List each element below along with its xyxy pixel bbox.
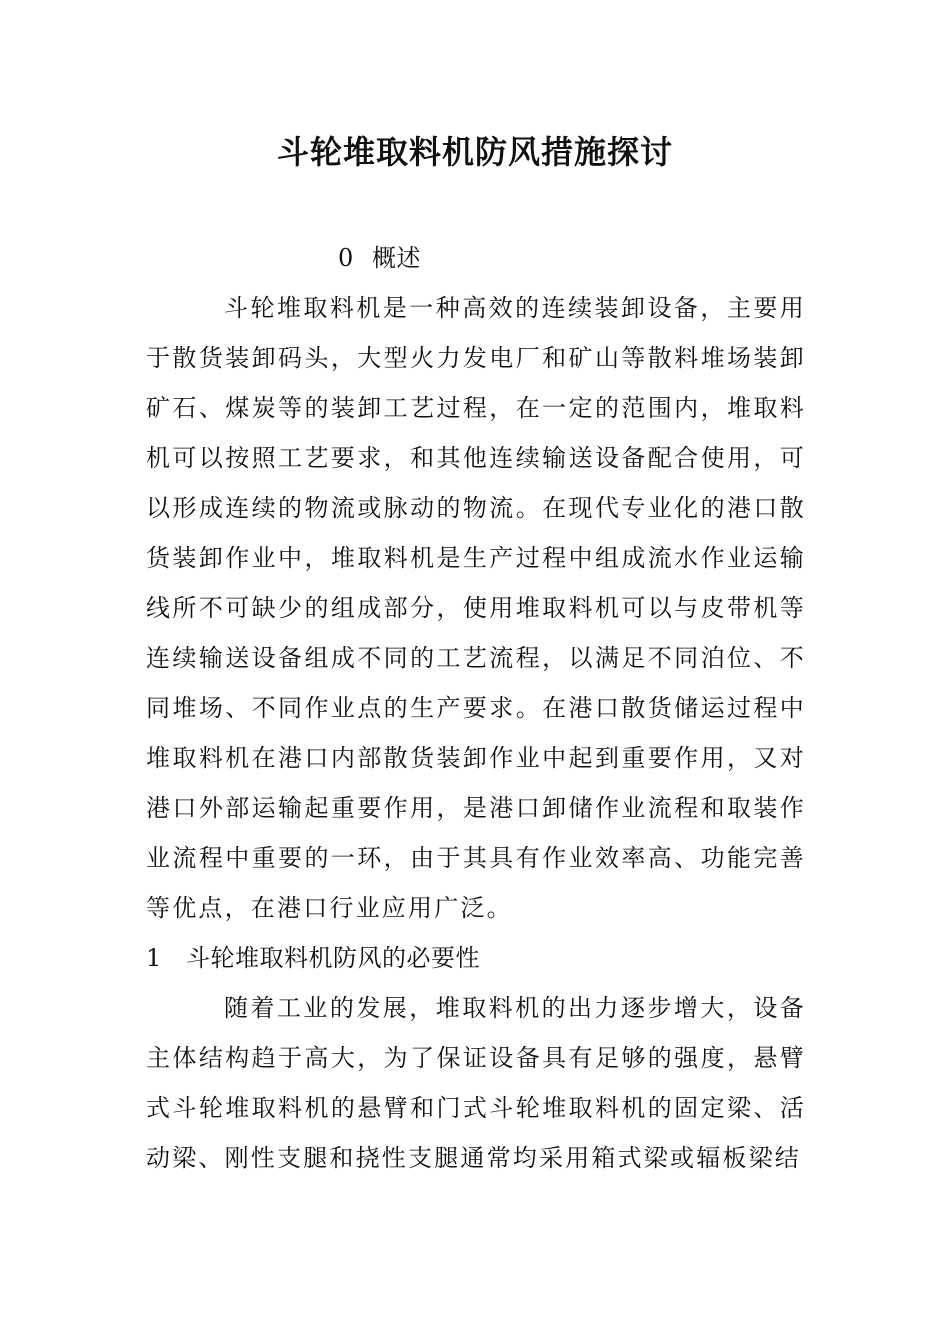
section-heading-1 [146,933,806,983]
document-body [146,233,806,1183]
section-1-paragraph-1: 随着工业的发展，堆取料机的出力逐步增大，设备主体结构趋于高大，为了保证设备具有足够的强度，悬臂式斗轮堆取料机的悬臂和门式斗轮堆取料机的固定梁、活动梁、刚性支腿和挠性支腿通常均采用箱式梁或辐板梁结 [146,994,806,1172]
section-number: 0 [338,244,354,272]
section-title: 概述 [372,244,421,272]
document-title: 斗轮堆取料机防风措施探讨 [276,133,673,171]
section-number: 1 [146,944,162,972]
section-heading-0 [146,233,806,283]
section-title: 斗轮堆取料机防风的必要性 [186,944,480,972]
section-0-paragraph-1: 斗轮堆取料机是一种高效的连续装卸设备，主要用于散货装卸码头，大型火力发电厂和矿山等散料堆场装卸矿石、煤炭等的装卸工艺过程，在一定的范围内，堆取料机可以按照工艺要求，和其他连续输送设备配合使用，可以形成连续的物流或脉动的物流。在现代专业化的港口散货装卸作业中，堆取料机是生产过程中组成流水作业运输线所不可缺少的组成部分，使用堆取料机可以与皮带机等连续输送设备组成不同的工艺流程，以满足不同泊位、不同堆场、不同作业点的生产要求。在港口散货储运过程中堆取料机在港口内部散货装卸作业中起到重要作用，又对港口外部运输起重要作用，是港口卸储作业流程和取装作业流程中重要的一环，由于其具有作业效率高、功能完善等优点，在港口行业应用广泛。 [146,294,806,922]
